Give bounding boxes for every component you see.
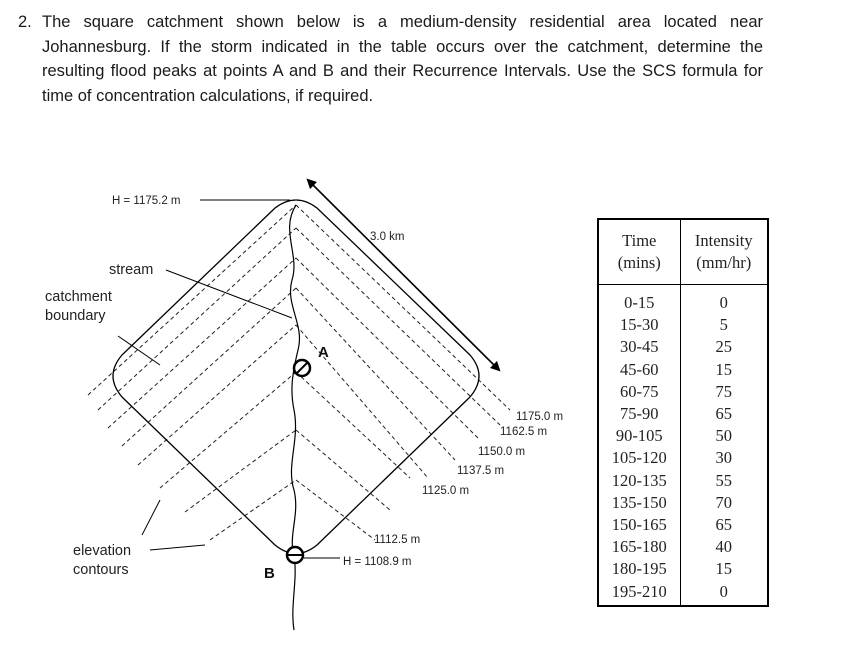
intensity-cell: 5 [680, 314, 768, 336]
intensity-cell: 70 [680, 492, 768, 514]
intensity-cell: 25 [680, 336, 768, 358]
contour-1112-right [296, 480, 375, 540]
boundary-label-1: catchment [45, 289, 112, 305]
table-row [598, 314, 768, 336]
intensity-cell: 65 [680, 403, 768, 425]
time-cell: 90-105 [598, 425, 680, 447]
side-length-label: 3.0 km [370, 231, 405, 243]
elev-leader-2 [142, 500, 160, 535]
table-row [598, 403, 768, 425]
contour-label-1162: 1162.5 m [500, 426, 548, 438]
table-row [598, 581, 768, 606]
question-text: The square catchment shown below is a medium-density residential area located near Johannesburg. If the storm indicated in the table occurs over the catchment, determine the resulting flood peaks at points A and B and their Recurrence Intervals. Use the SCS formula for time of concentration calculations, if required. [42, 13, 763, 105]
time-cell: 75-90 [598, 403, 680, 425]
intensity-cell: 55 [680, 470, 768, 492]
elev-label-1: elevation [73, 543, 132, 559]
table-row [598, 425, 768, 447]
contour-label-1137: 1137.5 m [457, 465, 505, 477]
intensity-header-line1: Intensity [694, 231, 753, 250]
time-cell: 30-45 [598, 336, 680, 358]
time-header [598, 219, 680, 285]
time-cell: 60-75 [598, 381, 680, 403]
time-cell: 15-30 [598, 314, 680, 336]
contour-1175 [88, 205, 296, 395]
contour-label-1150: 1150.0 m [478, 446, 526, 458]
h-bottom-label: H = 1108.9 m [343, 556, 412, 568]
leader-lines [118, 200, 340, 558]
time-cell: 165-180 [598, 536, 680, 558]
contour-extra-2-right [296, 430, 390, 510]
side-length-arrow [310, 182, 497, 368]
table-row [598, 470, 768, 492]
intensity-cell: 15 [680, 558, 768, 580]
time-cell: 45-60 [598, 359, 680, 381]
table-row [598, 492, 768, 514]
time-cell: 180-195 [598, 558, 680, 580]
contour-label-1125: 1125.0 m [422, 485, 470, 497]
contour-1125 [138, 325, 296, 465]
contour-1162-right [296, 228, 500, 425]
intensity-cell: 65 [680, 514, 768, 536]
point-a-label: A [318, 344, 329, 361]
time-cell: 105-120 [598, 447, 680, 469]
stream-line [290, 205, 300, 630]
contour-1125-right [296, 325, 428, 478]
table-row [598, 336, 768, 358]
intensity-cell: 0 [680, 581, 768, 606]
point-b-label: B [264, 565, 275, 582]
elev-label-2: contours [73, 562, 129, 578]
intensity-cell: 15 [680, 359, 768, 381]
point-b-marker [287, 547, 303, 563]
table-row [598, 558, 768, 580]
time-header-line2: (mins) [617, 253, 661, 272]
stream-label: stream [109, 262, 154, 278]
point-a-marker [294, 360, 310, 376]
boundary-label-2: boundary [45, 308, 106, 324]
contour-1112 [210, 480, 296, 540]
intensity-header [680, 219, 768, 285]
storm-table [597, 218, 769, 607]
time-cell: 0-15 [598, 285, 680, 315]
contour-1162 [98, 228, 296, 410]
intensity-header-line2: (mm/hr) [696, 253, 752, 272]
table-row [598, 285, 768, 315]
intensity-cell: 50 [680, 425, 768, 447]
time-cell: 120-135 [598, 470, 680, 492]
intensity-cell: 30 [680, 447, 768, 469]
contour-extra-1 [160, 372, 296, 488]
contour-label-1112: 1112.5 m [374, 534, 421, 546]
h-top-label: H = 1175.2 m [112, 195, 181, 207]
time-cell: 135-150 [598, 492, 680, 514]
elev-leader-1 [150, 545, 205, 550]
intensity-cell: 40 [680, 536, 768, 558]
contour-extra-2 [185, 430, 296, 512]
boundary-leader [118, 336, 160, 365]
contour-label-1175: 1175.0 m [516, 411, 564, 423]
intensity-cell: 75 [680, 381, 768, 403]
table-row [598, 536, 768, 558]
table-row [598, 359, 768, 381]
table-row [598, 514, 768, 536]
table-row [598, 447, 768, 469]
time-cell: 195-210 [598, 581, 680, 606]
table-row [598, 381, 768, 403]
intensity-cell: 0 [680, 285, 768, 315]
question-number: 2. [18, 13, 32, 31]
time-cell: 150-165 [598, 514, 680, 536]
contour-extra-1-right [296, 372, 410, 478]
time-header-line1: Time [622, 231, 657, 250]
